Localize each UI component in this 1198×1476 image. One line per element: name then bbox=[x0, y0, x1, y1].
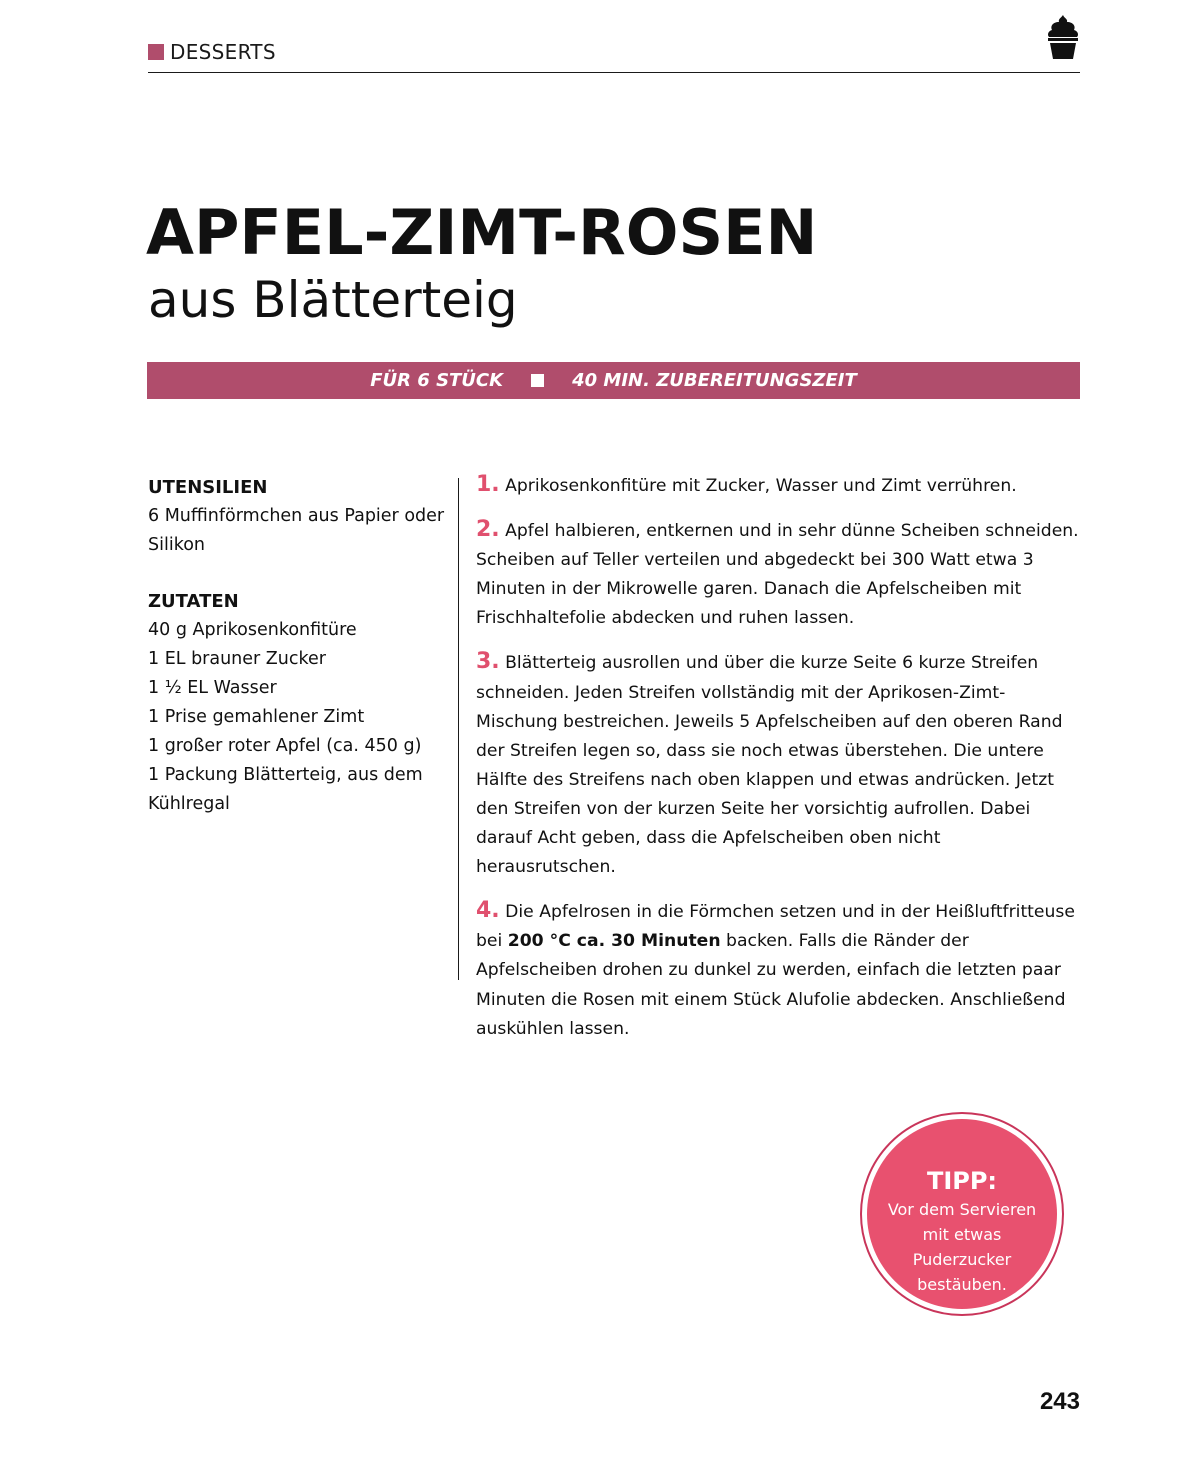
step-1 bbox=[476, 470, 1084, 501]
step-number: 3. bbox=[476, 649, 500, 675]
step-3 bbox=[476, 647, 1084, 882]
step-text: Apfel halbieren, entkernen und in sehr dünne Scheiben schneiden. Scheiben auf Teller verteilen und abgedeckt bei 300 Watt etwa 3 Minuten in der Mikrowelle garen. Danach die Apfelscheiben mit Frischhaltefolie abdecken und ruhen lassen. bbox=[476, 521, 1079, 629]
page-number: 243 bbox=[1039, 1388, 1080, 1415]
utensils-heading: UTENSILIEN bbox=[148, 477, 268, 498]
ingredient-item: 1 großer roter Apfel (ca. 450 g) bbox=[148, 736, 422, 756]
step-highlight: 200 °C ca. 30 Minuten bbox=[507, 931, 721, 952]
ingredient-item: 1 Prise gemahlener Zimt bbox=[148, 707, 365, 727]
time-label: 40 MIN. ZUBEREITUNGSZEIT bbox=[572, 370, 857, 391]
steps-column bbox=[476, 470, 1084, 1058]
ingredient-item: 1 Packung Blätterteig, aus dem Kühlregal bbox=[148, 765, 423, 814]
step-4 bbox=[476, 896, 1084, 1043]
utensils-text: 6 Muffinförmchen aus Papier oder Silikon bbox=[148, 506, 445, 555]
ingredients-heading: ZUTATEN bbox=[148, 591, 239, 612]
section-header bbox=[148, 38, 1080, 73]
ingredient-item: 1 EL brauner Zucker bbox=[148, 649, 326, 669]
info-bar bbox=[147, 362, 1080, 399]
step-text: backen. Falls die Ränder der Apfelscheiben drohen zu dunkel zu werden, einfach die letzten paar Minuten die Rosen mit einem Stück Alufolie abdecken. Anschließend auskühlen lassen. bbox=[476, 931, 1066, 1039]
recipe-title: APFEL-ZIMT-ROSEN bbox=[146, 196, 818, 269]
info-separator bbox=[531, 374, 544, 387]
tip-badge-ring bbox=[860, 1112, 1064, 1316]
step-text: Blätterteig ausrollen und über die kurze Seite 6 kurze Streifen schneiden. Jeden Streifen vollständig mit der Aprikosen-Zimt-Mischung bestreichen. Jeweils 5 Apfelscheiben auf den oberen Rand der Streifen legen so, dass sie noch etwas überstehen. Die untere Hälfte des Streifens nach oben klappen und etwas andrücken. Jetzt den Streifen von der kurzen Seite her vorsichtig aufrollen. Dabei darauf Acht geben, dass die Apfelscheiben oben nicht herausrutschen. bbox=[476, 653, 1063, 878]
ingredient-item: 40 g Aprikosenkonfitüre bbox=[148, 620, 357, 640]
step-number: 2. bbox=[476, 517, 500, 543]
tip-title: TIPP: bbox=[926, 1167, 998, 1195]
step-text: Die Apfelrosen in die Förmchen setzen und in der Heißluftfritteuse bei bbox=[476, 902, 1075, 952]
section-marker bbox=[148, 44, 164, 60]
ingredient-item: 1 ½ EL Wasser bbox=[148, 678, 277, 698]
cupcake-icon bbox=[1046, 14, 1080, 60]
step-number: 1. bbox=[476, 472, 500, 497]
section-label: DESSERTS bbox=[170, 40, 276, 64]
ingredients-column bbox=[148, 474, 448, 819]
step-number: 4. bbox=[476, 898, 500, 924]
ingredient-list bbox=[148, 616, 448, 819]
tip-text: Vor dem Servieren mit etwas Puderzucker bestäuben. bbox=[887, 1200, 1037, 1294]
recipe-subtitle: aus Blätterteig bbox=[148, 271, 518, 329]
column-divider bbox=[458, 478, 459, 980]
tip-badge bbox=[867, 1119, 1057, 1309]
yield-label: FÜR 6 STÜCK bbox=[370, 370, 504, 391]
step-2 bbox=[476, 515, 1084, 633]
step-text: Aprikosenkonfitüre mit Zucker, Wasser und Zimt verrühren. bbox=[505, 476, 1017, 496]
